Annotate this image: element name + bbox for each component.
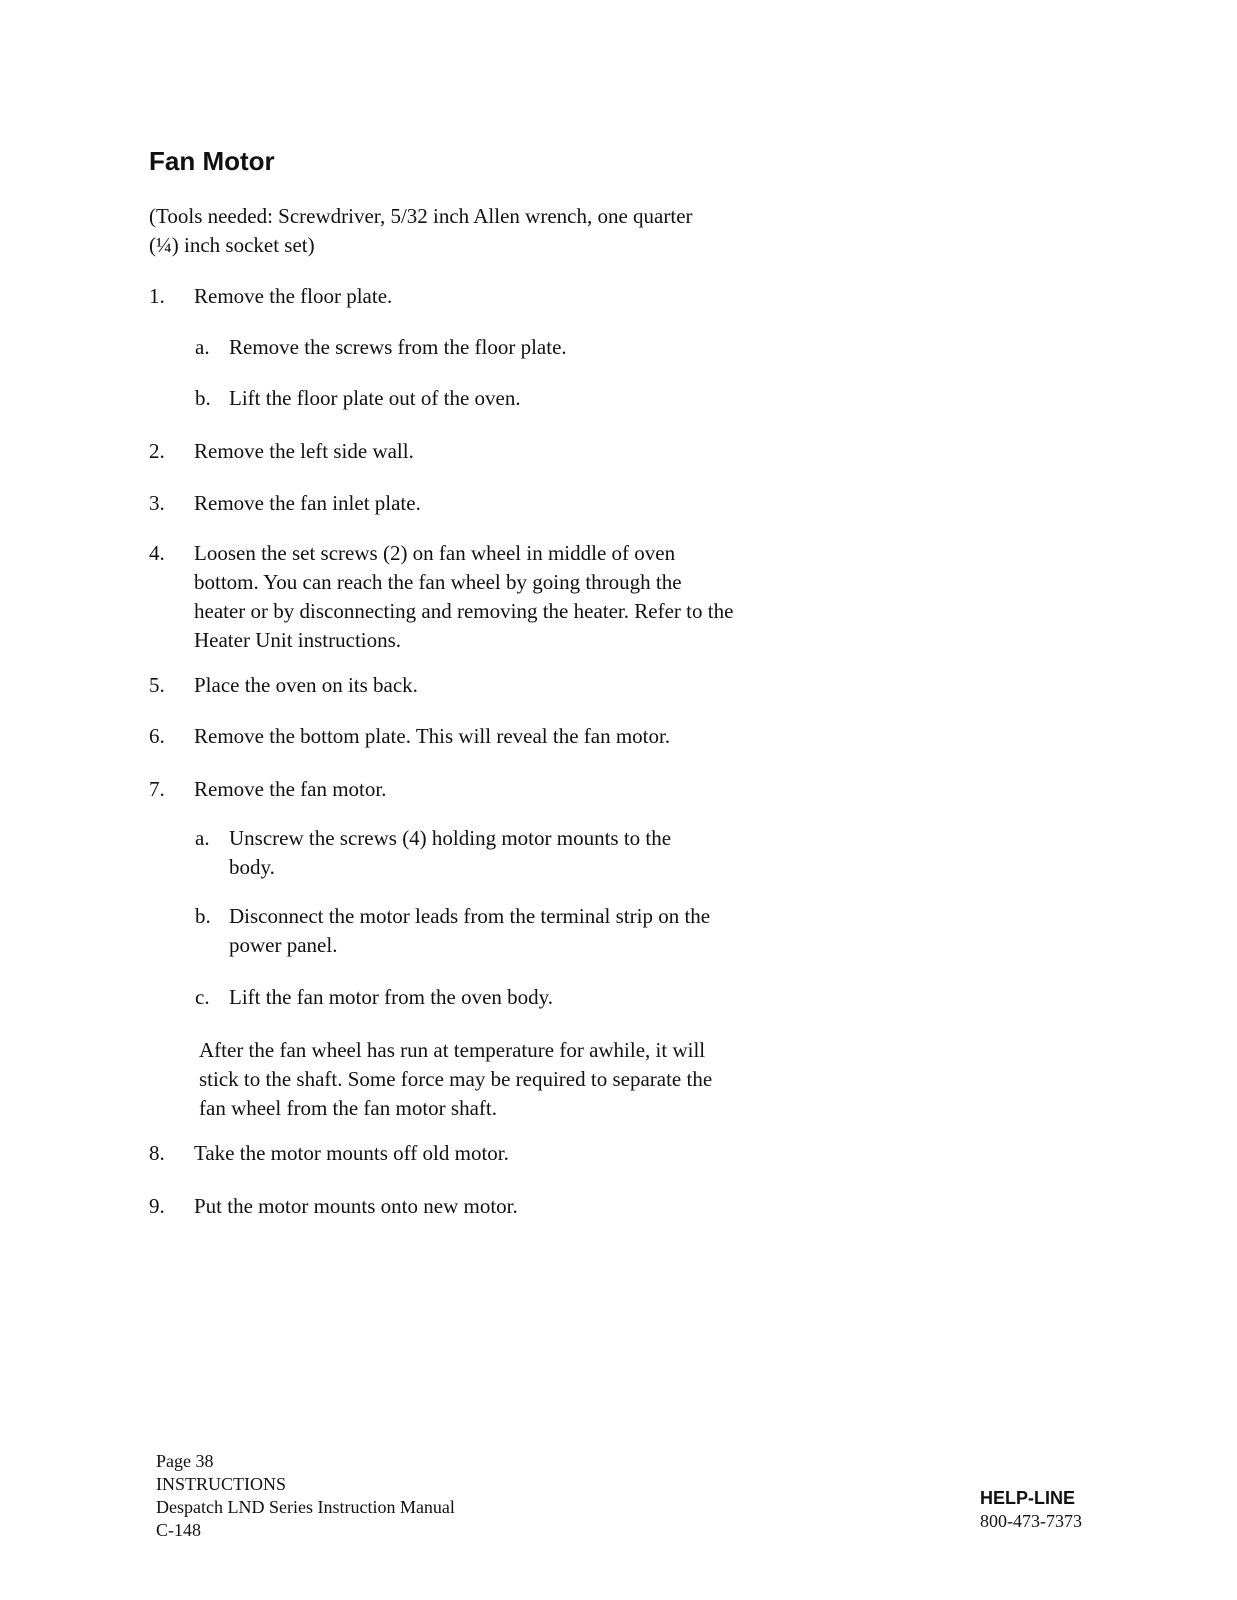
footer-page-number: Page 38 (156, 1451, 214, 1471)
page-title: Fan Motor (149, 146, 275, 176)
step-number: 8. (149, 1141, 165, 1165)
substep-letter: b. (195, 386, 211, 410)
step-7-note: After the fan wheel has run at temperature for awhile, it will stick to the shaft. Some force may be required to separate the fan wheel from the fan motor shaft. (199, 1038, 713, 1120)
footer-section: INSTRUCTIONS (156, 1474, 287, 1494)
helpline-label: HELP-LINE (980, 1488, 1076, 1508)
step-text: Remove the fan motor. (194, 777, 387, 801)
substep-letter: a. (195, 826, 210, 850)
step-number: 2. (149, 439, 165, 463)
substep-text: Remove the screws from the floor plate. (229, 335, 567, 359)
step-number: 6. (149, 724, 165, 748)
substep-letter: b. (195, 904, 211, 928)
substep-letter: a. (195, 335, 210, 359)
substep-text: Lift the floor plate out of the oven. (229, 386, 521, 410)
step-text: Remove the floor plate. (194, 284, 393, 308)
step-number: 7. (149, 777, 165, 801)
step-number: 1. (149, 284, 165, 308)
substep-text: Disconnect the motor leads from the terminal strip on the power panel. (229, 904, 711, 957)
footer-doc-code: C-148 (156, 1520, 201, 1540)
step-text: Remove the bottom plate. This will reveal the fan motor. (194, 724, 671, 748)
step-text: Put the motor mounts onto new motor. (194, 1194, 518, 1218)
substep-text: Lift the fan motor from the oven body. (229, 985, 554, 1009)
step-number: 3. (149, 491, 165, 515)
tools-needed-note: (Tools needed: Screwdriver, 5/32 inch Allen wrench, one quarter (¼) inch socket set) (149, 204, 693, 257)
substep-text: Unscrew the screws (4) holding motor mounts to the body. (229, 826, 672, 879)
substep-letter: c. (195, 985, 210, 1009)
step-text: Place the oven on its back. (194, 673, 418, 697)
page-footer (156, 1450, 455, 1542)
step-number: 4. (149, 541, 165, 565)
step-number: 9. (149, 1194, 165, 1218)
step-number: 5. (149, 673, 165, 697)
helpline-block (980, 1487, 1100, 1533)
footer-manual-title: Despatch LND Series Instruction Manual (156, 1497, 455, 1517)
step-text: Take the motor mounts off old motor. (194, 1141, 509, 1165)
step-text: Loosen the set screws (2) on fan wheel in middle of oven bottom. You can reach the fan wheel by going through the heater or by disconnecting and removing the heater. Refer to the Heater Unit instructions. (194, 541, 734, 652)
step-text: Remove the left side wall. (194, 439, 414, 463)
step-text: Remove the fan inlet plate. (194, 491, 421, 515)
helpline-phone: 800-473-7373 (980, 1511, 1082, 1531)
